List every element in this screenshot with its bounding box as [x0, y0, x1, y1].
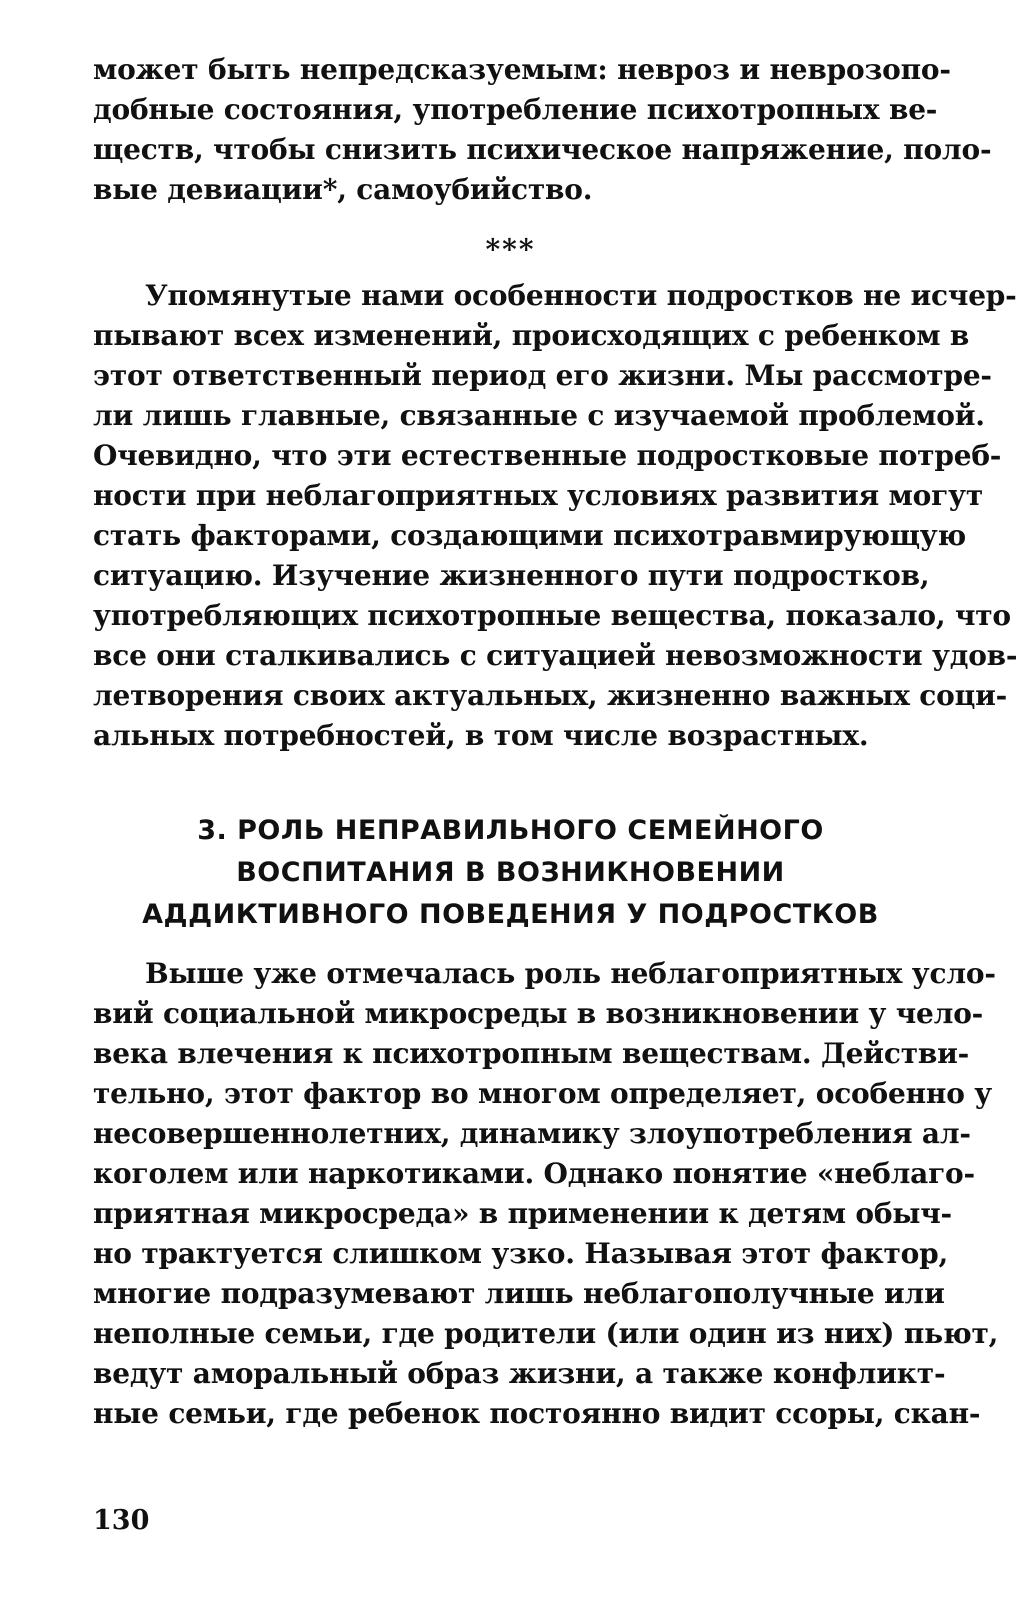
page-number: 130: [93, 1505, 150, 1536]
text-line: но трактуется слишком узко. Называя этот фактор,: [93, 1237, 949, 1270]
text-line: Очевидно, что эти естественные подростковые потреб-: [93, 439, 1002, 472]
section-heading: [93, 810, 928, 936]
text-line: этот ответственный период его жизни. Мы рассмотре-: [93, 359, 992, 392]
text-line: века влечения к психотропным веществам. Действи-: [93, 1037, 970, 1070]
text-line: вые девиации*, самоубийство.: [93, 173, 593, 206]
text-line: коголем или наркотиками. Однако понятие «неблаго-: [93, 1157, 975, 1190]
text-line: может быть непредсказуемым: невроз и неврозопо-: [93, 53, 951, 86]
text-line: ности при неблагоприятных условиях развития могут: [93, 479, 983, 512]
text-line: летворения своих актуальных, жизненно важных соци-: [93, 679, 1008, 712]
text-line: тельно, этот фактор во многом определяет, особенно у: [93, 1077, 992, 1110]
text-line: ситуацию. Изучение жизненного пути подростков,: [93, 559, 930, 592]
paragraph-3: [93, 954, 999, 1434]
text-line: приятная микросреда» в применении к детям обыч-: [93, 1197, 952, 1230]
text-line: многие подразумевают лишь неблагополучные или: [93, 1277, 945, 1310]
text-line: ные семьи, где ребенок постоянно видит ссоры, скан-: [93, 1397, 981, 1430]
heading-line: АДДИКТИВНОГО ПОВЕДЕНИЯ У ПОДРОСТКОВ: [142, 899, 879, 930]
section-separator: ***: [485, 233, 536, 266]
text-line: неполные семьи, где родители (или один из них) пьют,: [93, 1317, 999, 1350]
heading-line: ВОСПИТАНИЯ В ВОЗНИКНОВЕНИИ: [236, 857, 785, 888]
text-line: вий социальной микросреды в возникновении у чело-: [93, 997, 984, 1030]
text-line: ществ, чтобы снизить психическое напряжение, поло-: [93, 133, 992, 166]
heading-line: 3. РОЛЬ НЕПРАВИЛЬНОГО СЕМЕЙНОГО: [197, 815, 824, 846]
text-line: Выше уже отмечалась роль неблагоприятных усло-: [145, 957, 996, 990]
text-line: все они сталкивались с ситуацией невозможности удов-: [93, 639, 1018, 672]
text-line: добные состояния, употребление психотропных ве-: [93, 93, 938, 126]
text-line: несовершеннолетних, динамику злоупотребления ал-: [93, 1117, 971, 1150]
text-line: альных потребностей, в том числе возрастных.: [93, 719, 869, 752]
text-line: употребляющих психотропные вещества, показало, что: [93, 599, 1011, 632]
text-line: пывают всех изменений, происходящих с ребенком в: [93, 319, 970, 352]
paragraph-2: [93, 276, 1018, 756]
book-page: [93, 50, 1018, 1434]
paragraph-1: [93, 50, 992, 210]
text-line: стать факторами, создающими психотравмирующую: [93, 519, 967, 552]
text-line: ведут аморальный образ жизни, а также конфликт-: [93, 1357, 946, 1390]
text-line: ли лишь главные, связанные с изучаемой проблемой.: [93, 399, 985, 432]
text-line: Упомянутые нами особенности подростков не исчер-: [145, 279, 1017, 312]
